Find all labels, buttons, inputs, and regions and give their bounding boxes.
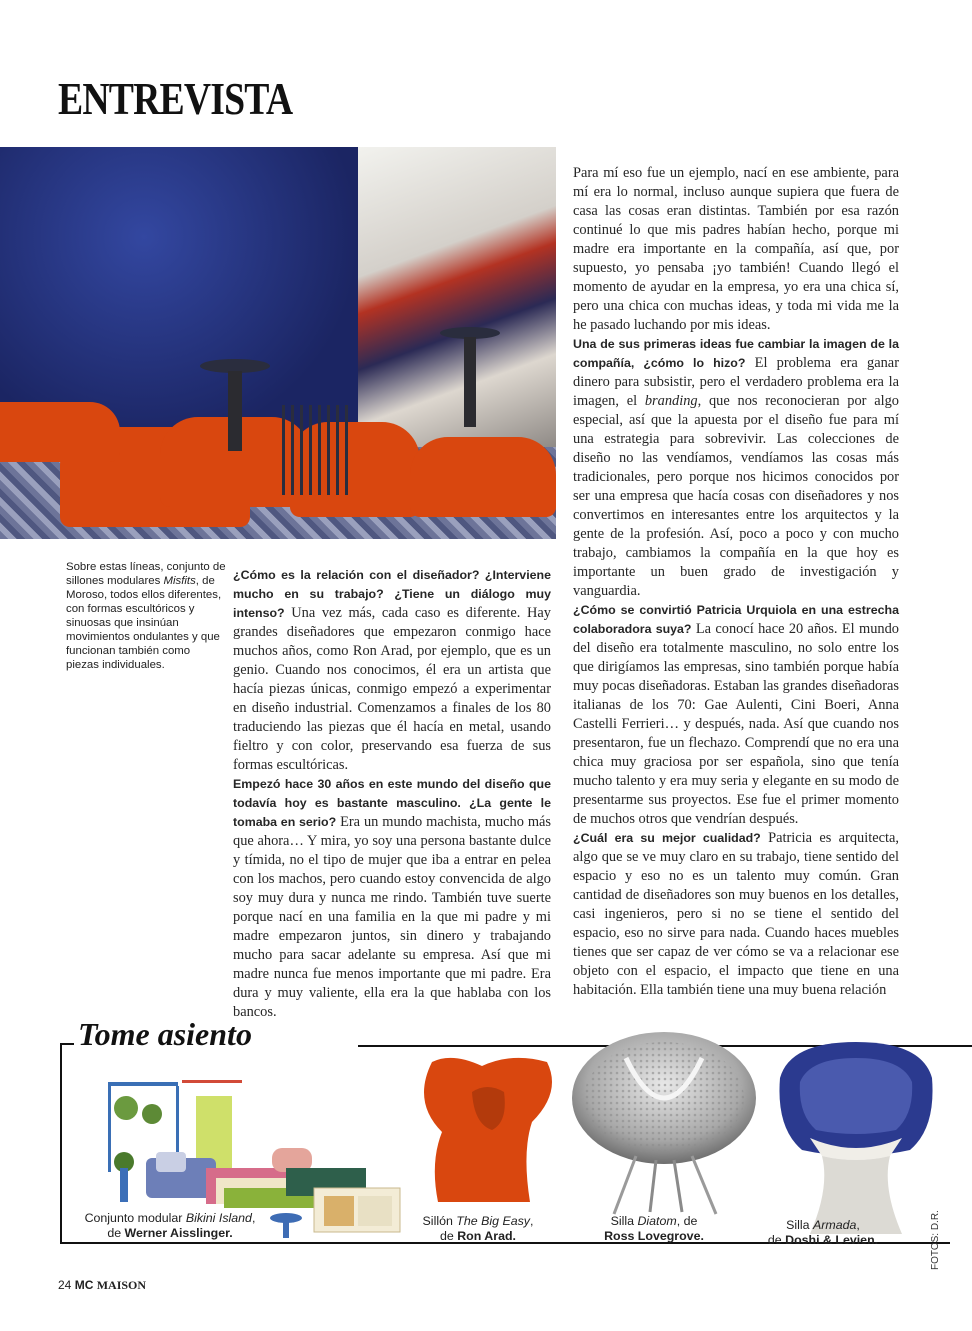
caption-product-name: Misfits	[163, 575, 196, 587]
answer: El problema era ganar dinero para subsistir, pero el verdadero problema era la imagen, el	[573, 355, 899, 409]
diatom-chair-image	[566, 1028, 764, 1218]
caption-by: de	[440, 1229, 458, 1243]
page-title: ENTREVISTA	[58, 73, 293, 124]
question: Empezó hace 30 años en este mundo del diseño que todavía hoy es bastante masculino. ¿La gente le tomaba en serio?	[233, 777, 551, 829]
caption-product-name: Armada	[813, 1218, 857, 1232]
photo-sofa-4	[410, 437, 556, 517]
armada-chair-image	[770, 1038, 942, 1238]
caption-text: Sobre estas líneas, conjunto de sillones modulares	[66, 561, 226, 587]
caption-sep: ,	[856, 1218, 860, 1232]
sidebar-rule-top-left	[60, 1043, 74, 1045]
magazine-name: MC	[74, 1278, 94, 1292]
article-column-middle	[233, 566, 551, 1022]
caption-by: de	[767, 1233, 786, 1247]
photo-artwork	[358, 147, 556, 447]
caption-product-name: Diatom	[637, 1214, 677, 1228]
photo-stool-2-leg	[464, 337, 476, 427]
caption-sep: ,	[251, 1211, 256, 1225]
caption-type: Silla	[610, 1214, 638, 1228]
caption-designer: Doshi & Levien.	[785, 1233, 879, 1247]
answer: Era un mundo machista, mucho más que ahora… Y mira, yo soy una persona bastante dulce y tímida, no el tipo de mujer que iba a entrar en pelea con los machos, pero cuando estoy convencida de algo soy muy dura y nunca me rindo. También tuve suerte porque nací en una familia en la que mi padre y mi madre empezaron juntos, sin dinero y trabajando mucho para sacar adelante su empresa. Así que mi madre nunca fue menos importante que mi padre. Era dura y muy valiente, ella era la que hablaba con los bancos.	[233, 814, 552, 1020]
caption-designer: Ross Lovegrove.	[604, 1229, 704, 1243]
caption-bikini-island	[70, 1211, 270, 1241]
caption-designer: Werner Aisslinger.	[124, 1226, 233, 1240]
paragraph	[233, 775, 551, 1022]
question: ¿Cuál era su mejor cualidad?	[573, 831, 761, 845]
caption-armada	[758, 1218, 888, 1248]
question: Una de sus primeras ideas fue cambiar la imagen de la compañía, ¿cómo lo hizo?	[573, 337, 899, 370]
photo-caption	[66, 560, 226, 672]
caption-product-name: The Big Easy	[456, 1214, 530, 1228]
caption-big-easy	[418, 1214, 538, 1244]
paragraph	[233, 566, 551, 775]
caption-by: de	[107, 1226, 125, 1240]
answer: La conocí hace 20 años. El mundo del diseño era totalmente masculino, no solo entre los que dirigíamos las empresas, sino también porque había muy pocas diseñadoras. Estaban las grandes diseñadoras italianas de los 70: Gae Aulenti, Cini Boeri, Anna Castelli Ferrieri… y después, nada. Así que cuando nos presentaron, fue un flechazo. Comprendí que no era una chica muy graciosa por ser española, sino que tenía mucho talento y era muy seria y elegante en su modo de presentarme sus proyectos. Ese fue el primer momento de muchos otros que vendrían después.	[573, 621, 899, 827]
answer: Una vez más, cada caso es diferente. Hay grandes diseñadores que empezaron conmigo hace muchos años, como Ron Arad, por ejemplo, que es un genio. Cuando nos conocimos, él era un artista que hacía piezas únicas, conmigo empezó a experimentar en diseño industrial. Comenzamos a finales de los 80 traduciendo las piezas que él hacía en metal, usando fieltro y con color, preservando esa fuerza de sus formas escultóricas.	[233, 605, 551, 773]
caption-text-end: , de Moroso, todos ellos diferentes, con formas escultóricos y sinuosas que insinúan movimientos ondulantes y que funcionan también como piezas individuales.	[66, 575, 222, 671]
hero-photo-misfits-sofas	[0, 147, 556, 539]
paragraph	[573, 601, 899, 829]
answer-emphasis: branding	[644, 393, 698, 409]
caption-sep: ,	[530, 1214, 534, 1228]
magazine-name-b: MAISON	[96, 1278, 147, 1292]
caption-diatom	[584, 1214, 724, 1244]
page-footer	[58, 1278, 146, 1293]
photo-sofa-left	[0, 402, 120, 462]
caption-designer: Ron Arad.	[457, 1229, 516, 1243]
big-easy-chair-image	[412, 1052, 562, 1212]
paragraph	[573, 335, 899, 601]
question: ¿Cómo es la relación con el diseñador? ¿Interviene mucho en su trabajo? ¿Tiene un diálogo muy intenso?	[233, 568, 551, 620]
caption-type: Sillón	[422, 1214, 457, 1228]
sidebar-title: Tome asiento	[78, 1016, 252, 1052]
photo-credit: FOTOS: D.R.	[930, 1210, 941, 1270]
article-column-right	[573, 164, 899, 1000]
photo-stool-1-leg	[228, 371, 242, 451]
paragraph: Para mí eso fue un ejemplo, nací en ese ambiente, para mí era lo normal, incluso aunque supiera que fuera de casa las cosas eran distintas. También por esa razón continué lo que mis padres habían hecho, porque mi madre era importante en la compañía, así que, por supuesto, yo pensaba ¡yo también! Cuando llegó el momento de ayudar en la empresa, yo era una chica sí, pero una chica con muchas ideas, y toda mi vida me la he pasado luchando por mis ideas.	[573, 165, 899, 333]
caption-sep: , de	[676, 1214, 698, 1228]
caption-product-name: Bikini Island	[185, 1211, 252, 1225]
answer: , que nos reconocieran por algo especial, así que la apuesta por el diseño fue para mí una estrategia para sobrevivir. Las colecciones de diseño no las vendíamos, vendíamos las cosas más tradicionales, pero porque nos hicimos conocidos por ser una empresa que hacía cosas con diseñadores y nos convertimos en interesantes entre los arquitectos y la gente de la profesión. Así, poco a poco y con mucho trabajo, cambiamos la compañía en la que hoy es importante un buen grado de investigación y vanguardia.	[573, 393, 899, 599]
paragraph	[573, 829, 899, 1000]
answer: Patricia es arquitecta, algo que se ve muy claro en su trabajo, tiene sentido del espacio y eso no es un talento muy común. Gran cantidad de diseñadores son muy buenos en los detalles, casi ingenieros, pero si no se tiene el sentido del espacio, eso no sirve para nada. Cuando haces muebles tienes que ser capaz de ver cómo se va a relacionar ese objeto con el espacio, el impacto que tiene en una habitación. Ella también tiene una muy buena relación	[573, 830, 899, 998]
sidebar-rule-left	[60, 1043, 62, 1243]
caption-type: Conjunto modular	[84, 1211, 186, 1225]
photo-side-table	[282, 405, 348, 495]
page-number: 24	[58, 1278, 72, 1292]
caption-type: Silla	[786, 1218, 813, 1232]
question: ¿Cómo se convirtió Patricia Urquiola en una estrecha colaboradora suya?	[573, 603, 899, 636]
